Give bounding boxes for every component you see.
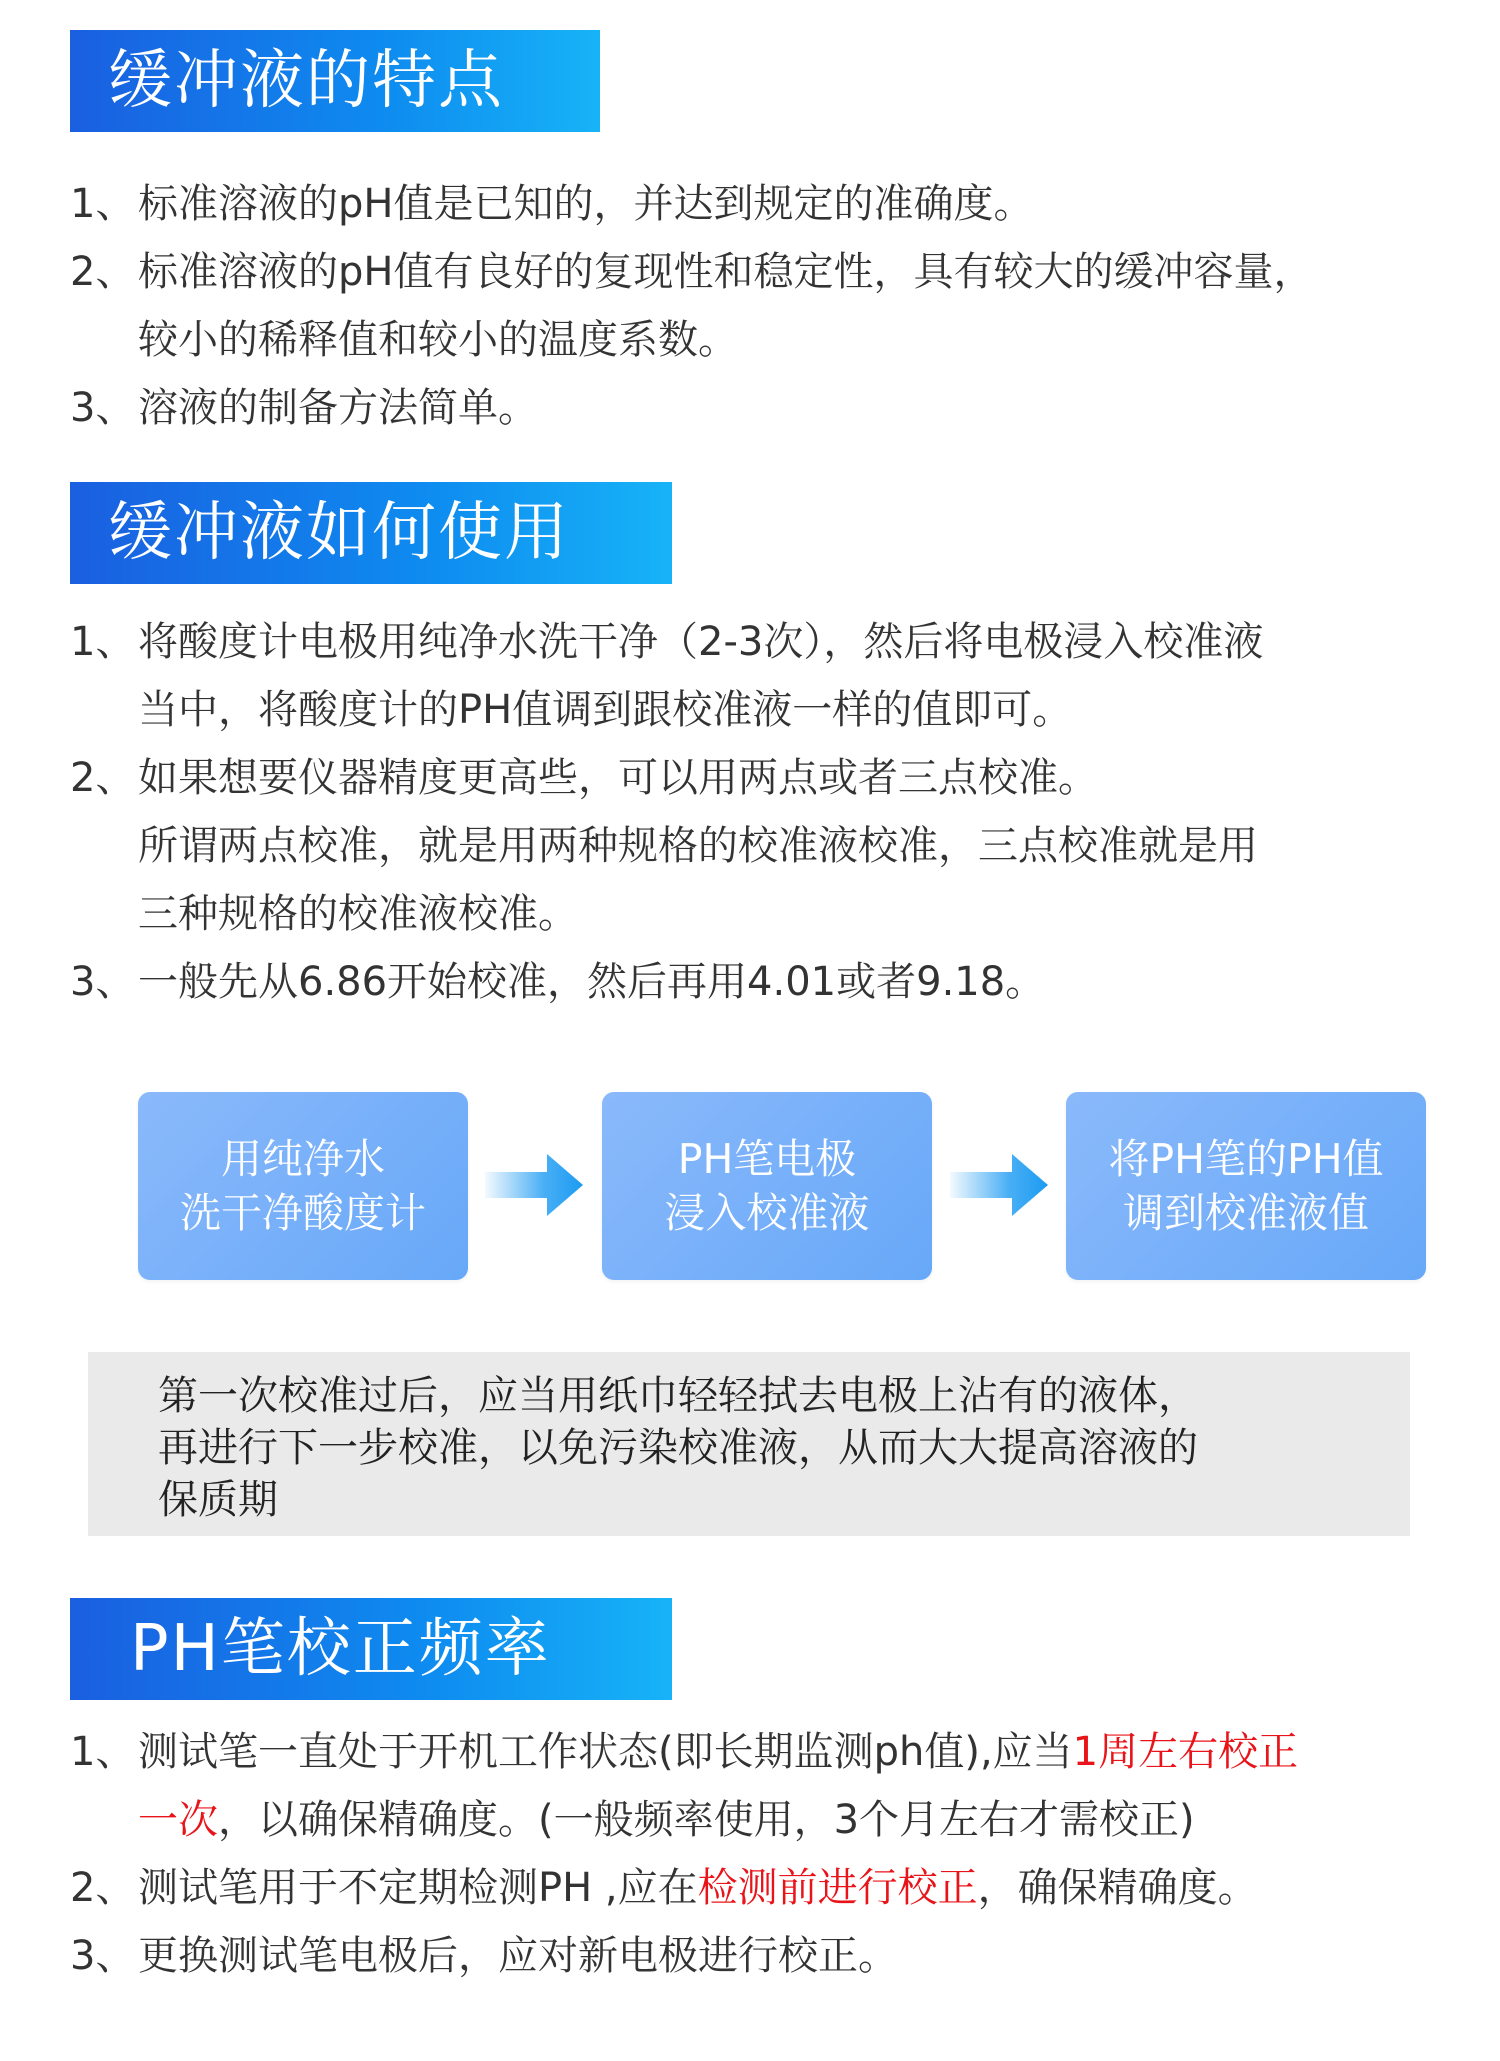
note-line: 第一次校准过后，应当用纸巾轻轻拭去电极上沾有的液体， — [158, 1373, 1198, 1419]
flow-step-line: 洗干净酸度计 — [180, 1189, 426, 1237]
frequency-list — [70, 1718, 1470, 1990]
item-number: 2、 — [70, 755, 136, 801]
item-number: 1、 — [70, 619, 136, 665]
item-text: 测试笔用于不定期检测PH ,应在检测前进行校正，确保精确度。 — [138, 1865, 1258, 1911]
highlight-text: 一次 — [138, 1797, 218, 1843]
item-text: 测试笔一直处于开机工作状态(即长期监测ph值),应当1周左右校正 一次，以确保精确度。(一般频率使用，3个月左右才需校正) — [138, 1729, 1299, 1843]
flow-step-line: PH笔电极 — [677, 1135, 857, 1183]
item-text: 如果想要仪器精度更高些，可以用两点或者三点校准。 所谓两点校准，就是用两种规格的校准液校准，三点校准就是用 三种规格的校准液校准。 — [138, 755, 1258, 937]
item-text: 将酸度计电极用纯净水洗干净（2-3次），然后将电极浸入校准液 当中，将酸度计的PH值调到跟校准液一样的值即可。 — [138, 619, 1264, 733]
section-title-frequency: PH笔校正频率 — [70, 1598, 672, 1700]
list-item — [70, 170, 1470, 238]
item-text: 标准溶液的pH值是已知的，并达到规定的准确度。 — [138, 181, 1034, 227]
list-item — [70, 608, 1470, 744]
highlight-text: 检测前进行校正 — [697, 1865, 978, 1911]
item-number: 3、 — [70, 385, 136, 431]
flow-step-line: 浸入校准液 — [664, 1189, 870, 1237]
item-number: 1、 — [70, 181, 136, 227]
item-number: 2、 — [70, 249, 136, 295]
section-title-usage: 缓冲液如何使用 — [70, 482, 672, 584]
arrow-right-icon — [485, 1150, 585, 1220]
list-item — [70, 948, 1470, 1016]
note-line: 再进行下一步校准，以免污染校准液，从而大大提高溶液的 — [158, 1425, 1198, 1471]
calibration-note — [88, 1352, 1410, 1536]
features-list — [70, 170, 1470, 442]
item-text: 一般先从6.86开始校准，然后再用4.01或者9.18。 — [138, 959, 1046, 1005]
arrow-right-icon — [950, 1150, 1050, 1220]
list-item — [70, 374, 1470, 442]
item-text: 标准溶液的pH值有良好的复现性和稳定性，具有较大的缓冲容量， 较小的稀释值和较小的温度系数。 — [138, 249, 1314, 363]
item-number: 3、 — [70, 959, 136, 1005]
list-item — [70, 1854, 1470, 1922]
flow-step-rinse — [138, 1092, 468, 1280]
item-number: 1、 — [70, 1729, 136, 1775]
item-number: 3、 — [70, 1933, 136, 1979]
flow-step-line: 调到校准液值 — [1123, 1189, 1369, 1237]
highlight-text: 1周左右校正 — [1072, 1729, 1299, 1775]
item-text: 溶液的制备方法简单。 — [138, 385, 538, 431]
flow-step-line: 将PH笔的PH值 — [1108, 1135, 1384, 1183]
usage-list — [70, 608, 1470, 1016]
list-item — [70, 1718, 1470, 1854]
list-item — [70, 1922, 1470, 1990]
section-title-features: 缓冲液的特点 — [70, 30, 600, 132]
flow-step-adjust — [1066, 1092, 1426, 1280]
flow-step-line: 用纯净水 — [221, 1135, 385, 1183]
list-item — [70, 744, 1470, 948]
flow-step-immerse — [602, 1092, 932, 1280]
list-item — [70, 238, 1470, 374]
note-line: 保质期 — [158, 1477, 278, 1523]
item-number: 2、 — [70, 1865, 136, 1911]
item-text: 更换测试笔电极后，应对新电极进行校正。 — [138, 1933, 898, 1979]
